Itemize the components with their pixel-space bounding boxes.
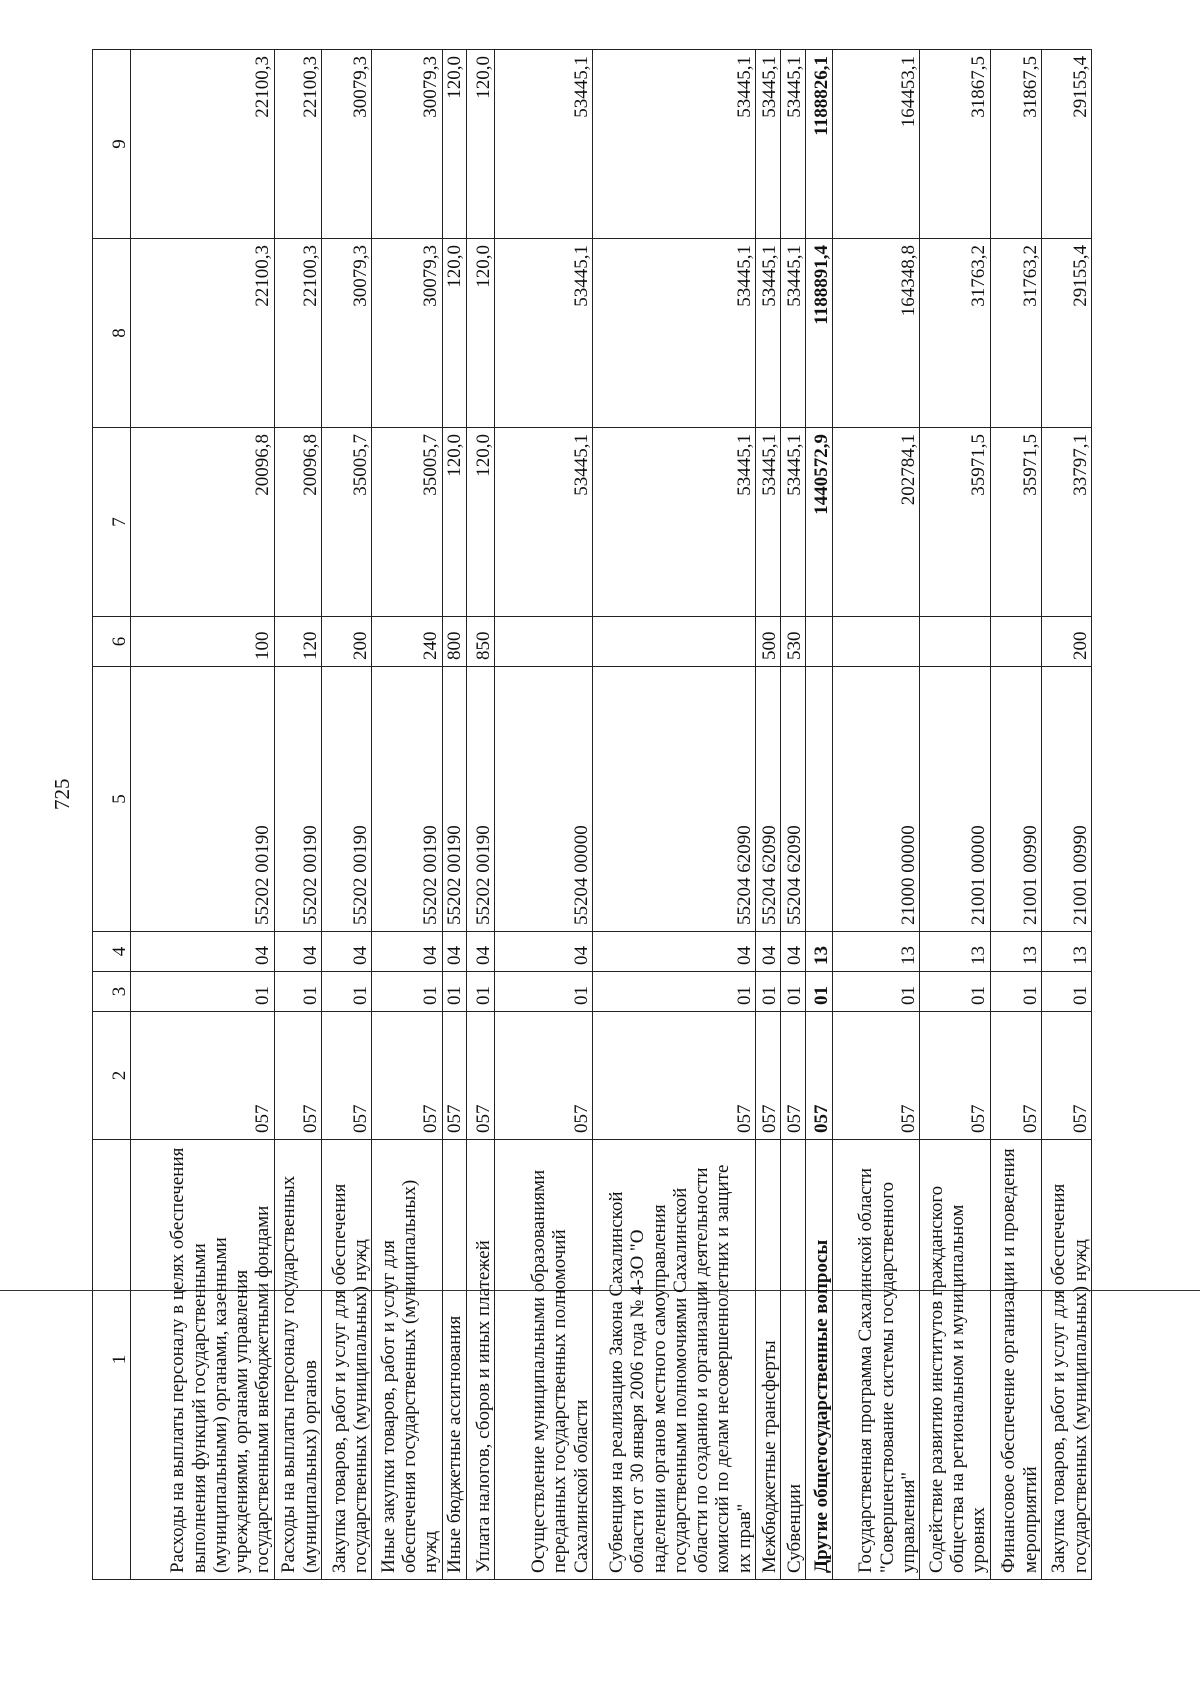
expense-type-code <box>833 617 920 667</box>
expense-type-code: 850 <box>466 617 494 667</box>
subsection-code: 04 <box>466 932 494 972</box>
admin-code: 057 <box>920 1012 990 1140</box>
amount-col7: 53445,1 <box>592 428 755 617</box>
amount-col7: 53445,1 <box>780 428 805 617</box>
expense-type-code <box>495 617 593 667</box>
amount-col8: 29155,4 <box>1041 239 1091 428</box>
amount-col8: 30079,3 <box>372 239 442 428</box>
subsection-code: 13 <box>1041 932 1091 972</box>
amount-col7: 20096,8 <box>274 428 321 617</box>
table-row <box>920 50 990 1580</box>
target-article-code: 55202 00190 <box>372 667 442 932</box>
column-header: 2 <box>93 1012 131 1140</box>
amount-col8: 53445,1 <box>755 239 780 428</box>
column-header: 3 <box>93 972 131 1012</box>
amount-col9: 29155,4 <box>1041 50 1091 239</box>
row-name: Закупка товаров, работ и услуг для обеспечения государственных (муниципальных) нужд <box>322 1140 372 1580</box>
expense-type-code: 200 <box>1041 617 1091 667</box>
amount-col8: 22100,3 <box>274 239 321 428</box>
amount-col7: 53445,1 <box>495 428 593 617</box>
target-article-code: 21001 00990 <box>1041 667 1091 932</box>
subsection-code: 04 <box>274 932 321 972</box>
admin-code: 057 <box>495 1012 593 1140</box>
amount-col7: 35005,7 <box>322 428 372 617</box>
table-row <box>780 50 805 1580</box>
target-article-code: 21001 00990 <box>990 667 1041 932</box>
target-article-code: 55204 00000 <box>495 667 593 932</box>
expense-type-code <box>920 617 990 667</box>
expense-type-code <box>592 617 755 667</box>
section-code: 01 <box>833 972 920 1012</box>
admin-code: 057 <box>466 1012 494 1140</box>
amount-col9: 53445,1 <box>780 50 805 239</box>
subsection-code: 04 <box>322 932 372 972</box>
section-code: 01 <box>592 972 755 1012</box>
amount-col7: 1440572,9 <box>805 428 832 617</box>
row-name: Иные закупки товаров, работ и услуг для обеспечения государственных (муниципальных) нужд <box>372 1140 442 1580</box>
amount-col7: 53445,1 <box>755 428 780 617</box>
section-code: 01 <box>755 972 780 1012</box>
row-name: Финансовое обеспечение организации и проведения мероприятий <box>990 1140 1041 1580</box>
expense-type-code: 500 <box>755 617 780 667</box>
expense-type-code: 240 <box>372 617 442 667</box>
admin-code: 057 <box>805 1012 832 1140</box>
section-code: 01 <box>990 972 1041 1012</box>
admin-code: 057 <box>131 1012 275 1140</box>
subsection-code: 13 <box>805 932 832 972</box>
amount-col9: 30079,3 <box>372 50 442 239</box>
section-code: 01 <box>442 972 466 1012</box>
target-article-code: 21001 00000 <box>920 667 990 932</box>
amount-col8: 164348,8 <box>833 239 920 428</box>
amount-col9: 53445,1 <box>495 50 593 239</box>
table-row <box>805 50 832 1580</box>
section-code: 01 <box>274 972 321 1012</box>
subsection-code: 13 <box>990 932 1041 972</box>
expense-type-code <box>805 617 832 667</box>
rotated-table-container <box>92 50 1092 1580</box>
section-code: 01 <box>1041 972 1091 1012</box>
row-name: Субвенции <box>780 1140 805 1580</box>
admin-code: 057 <box>274 1012 321 1140</box>
admin-code: 057 <box>372 1012 442 1140</box>
amount-col9: 31867,5 <box>990 50 1041 239</box>
admin-code: 057 <box>592 1012 755 1140</box>
row-name: Закупка товаров, работ и услуг для обеспечения государственных (муниципальных) нужд <box>1041 1140 1091 1580</box>
table-row <box>990 50 1041 1580</box>
table-row <box>466 50 494 1580</box>
amount-col7: 120,0 <box>466 428 494 617</box>
expense-type-code: 530 <box>780 617 805 667</box>
amount-col7: 202784,1 <box>833 428 920 617</box>
amount-col9: 164453,1 <box>833 50 920 239</box>
admin-code: 057 <box>442 1012 466 1140</box>
table-row <box>755 50 780 1580</box>
amount-col7: 35971,5 <box>920 428 990 617</box>
table-row <box>495 50 593 1580</box>
target-article-code: 55202 00190 <box>466 667 494 932</box>
section-code: 01 <box>372 972 442 1012</box>
row-name: Другие общегосударственные вопросы <box>805 1140 832 1580</box>
amount-col7: 35005,7 <box>372 428 442 617</box>
subsection-code: 04 <box>592 932 755 972</box>
table-row <box>372 50 442 1580</box>
section-code: 01 <box>920 972 990 1012</box>
amount-col9: 120,0 <box>466 50 494 239</box>
table-row <box>274 50 321 1580</box>
expense-type-code: 200 <box>322 617 372 667</box>
row-name: Расходы на выплаты персоналу государственных (муниципальных) органов <box>274 1140 321 1580</box>
amount-col7: 35971,5 <box>990 428 1041 617</box>
row-name: Уплата налогов, сборов и иных платежей <box>466 1140 494 1580</box>
column-header: 5 <box>93 667 131 932</box>
target-article-code: 55202 00190 <box>442 667 466 932</box>
target-article-code <box>805 667 832 932</box>
table-row <box>833 50 920 1580</box>
row-name: Межбюджетные трансферты <box>755 1140 780 1580</box>
amount-col9: 31867,5 <box>920 50 990 239</box>
subsection-code: 04 <box>442 932 466 972</box>
row-name: Субвенция на реализацию Закона Сахалинской области от 30 января 2006 года № 4-ЗО "О наделении органов местного самоуправления государственными полномочиями Сахалинской области по созданию и организации деятельности комиссий по делам несовершеннолетних и защите их прав" <box>592 1140 755 1580</box>
amount-col8: 53445,1 <box>780 239 805 428</box>
target-article-code: 55204 62090 <box>755 667 780 932</box>
subsection-code: 04 <box>372 932 442 972</box>
section-code: 01 <box>780 972 805 1012</box>
amount-col9: 22100,3 <box>274 50 321 239</box>
column-header: 7 <box>93 428 131 617</box>
page-number: 725 <box>50 778 74 810</box>
column-header: 1 <box>93 1140 131 1580</box>
admin-code: 057 <box>833 1012 920 1140</box>
expense-type-code: 100 <box>131 617 275 667</box>
target-article-code: 55202 00190 <box>274 667 321 932</box>
admin-code: 057 <box>1041 1012 1091 1140</box>
target-article-code: 55204 62090 <box>780 667 805 932</box>
section-code: 01 <box>322 972 372 1012</box>
admin-code: 057 <box>990 1012 1041 1140</box>
row-name: Иные бюджетные ассигнования <box>442 1140 466 1580</box>
subsection-code: 04 <box>131 932 275 972</box>
table-row <box>442 50 466 1580</box>
section-code: 01 <box>495 972 593 1012</box>
expense-type-code <box>990 617 1041 667</box>
amount-col9: 53445,1 <box>592 50 755 239</box>
expense-type-code: 800 <box>442 617 466 667</box>
table-row <box>131 50 275 1580</box>
column-header: 9 <box>93 50 131 239</box>
target-article-code: 21000 00000 <box>833 667 920 932</box>
admin-code: 057 <box>322 1012 372 1140</box>
row-name: Расходы на выплаты персоналу в целях обеспечения выполнения функций государственными (муниципальными) органами, казенными учреждениями, органами управления государственными внебюджетными фондами <box>131 1140 275 1580</box>
section-code: 01 <box>131 972 275 1012</box>
amount-col7: 33797,1 <box>1041 428 1091 617</box>
amount-col8: 120,0 <box>442 239 466 428</box>
table-row <box>592 50 755 1580</box>
amount-col8: 53445,1 <box>592 239 755 428</box>
subsection-code: 13 <box>920 932 990 972</box>
amount-col9: 120,0 <box>442 50 466 239</box>
subsection-code: 04 <box>495 932 593 972</box>
column-header: 6 <box>93 617 131 667</box>
amount-col9: 22100,3 <box>131 50 275 239</box>
amount-col8: 1188891,4 <box>805 239 832 428</box>
column-header: 4 <box>93 932 131 972</box>
expense-type-code: 120 <box>274 617 321 667</box>
amount-col7: 20096,8 <box>131 428 275 617</box>
amount-col8: 31763,2 <box>920 239 990 428</box>
amount-col8: 31763,2 <box>990 239 1041 428</box>
target-article-code: 55202 00190 <box>131 667 275 932</box>
amount-col9: 53445,1 <box>755 50 780 239</box>
subsection-code: 04 <box>780 932 805 972</box>
budget-table <box>92 49 1092 1580</box>
target-article-code: 55202 00190 <box>322 667 372 932</box>
amount-col9: 30079,3 <box>322 50 372 239</box>
amount-col8: 53445,1 <box>495 239 593 428</box>
amount-col8: 120,0 <box>466 239 494 428</box>
row-name: Осуществление муниципальными образованиями переданных государственных полномочий Сахалинской области <box>495 1140 593 1580</box>
row-name: Государственная программа Сахалинской области "Совершенствование системы государственного управления" <box>833 1140 920 1580</box>
section-code: 01 <box>805 972 832 1012</box>
table-header-row <box>93 50 131 1580</box>
amount-col9: 1188826,1 <box>805 50 832 239</box>
amount-col8: 22100,3 <box>131 239 275 428</box>
column-header: 8 <box>93 239 131 428</box>
section-code: 01 <box>466 972 494 1012</box>
subsection-code: 13 <box>833 932 920 972</box>
table-row <box>322 50 372 1580</box>
admin-code: 057 <box>780 1012 805 1140</box>
subsection-code: 04 <box>755 932 780 972</box>
admin-code: 057 <box>755 1012 780 1140</box>
amount-col7: 120,0 <box>442 428 466 617</box>
amount-col8: 30079,3 <box>322 239 372 428</box>
table-row <box>1041 50 1091 1580</box>
target-article-code: 55204 62090 <box>592 667 755 932</box>
row-name: Содействие развитию институтов гражданского общества на региональном и муниципальном уровнях <box>920 1140 990 1580</box>
